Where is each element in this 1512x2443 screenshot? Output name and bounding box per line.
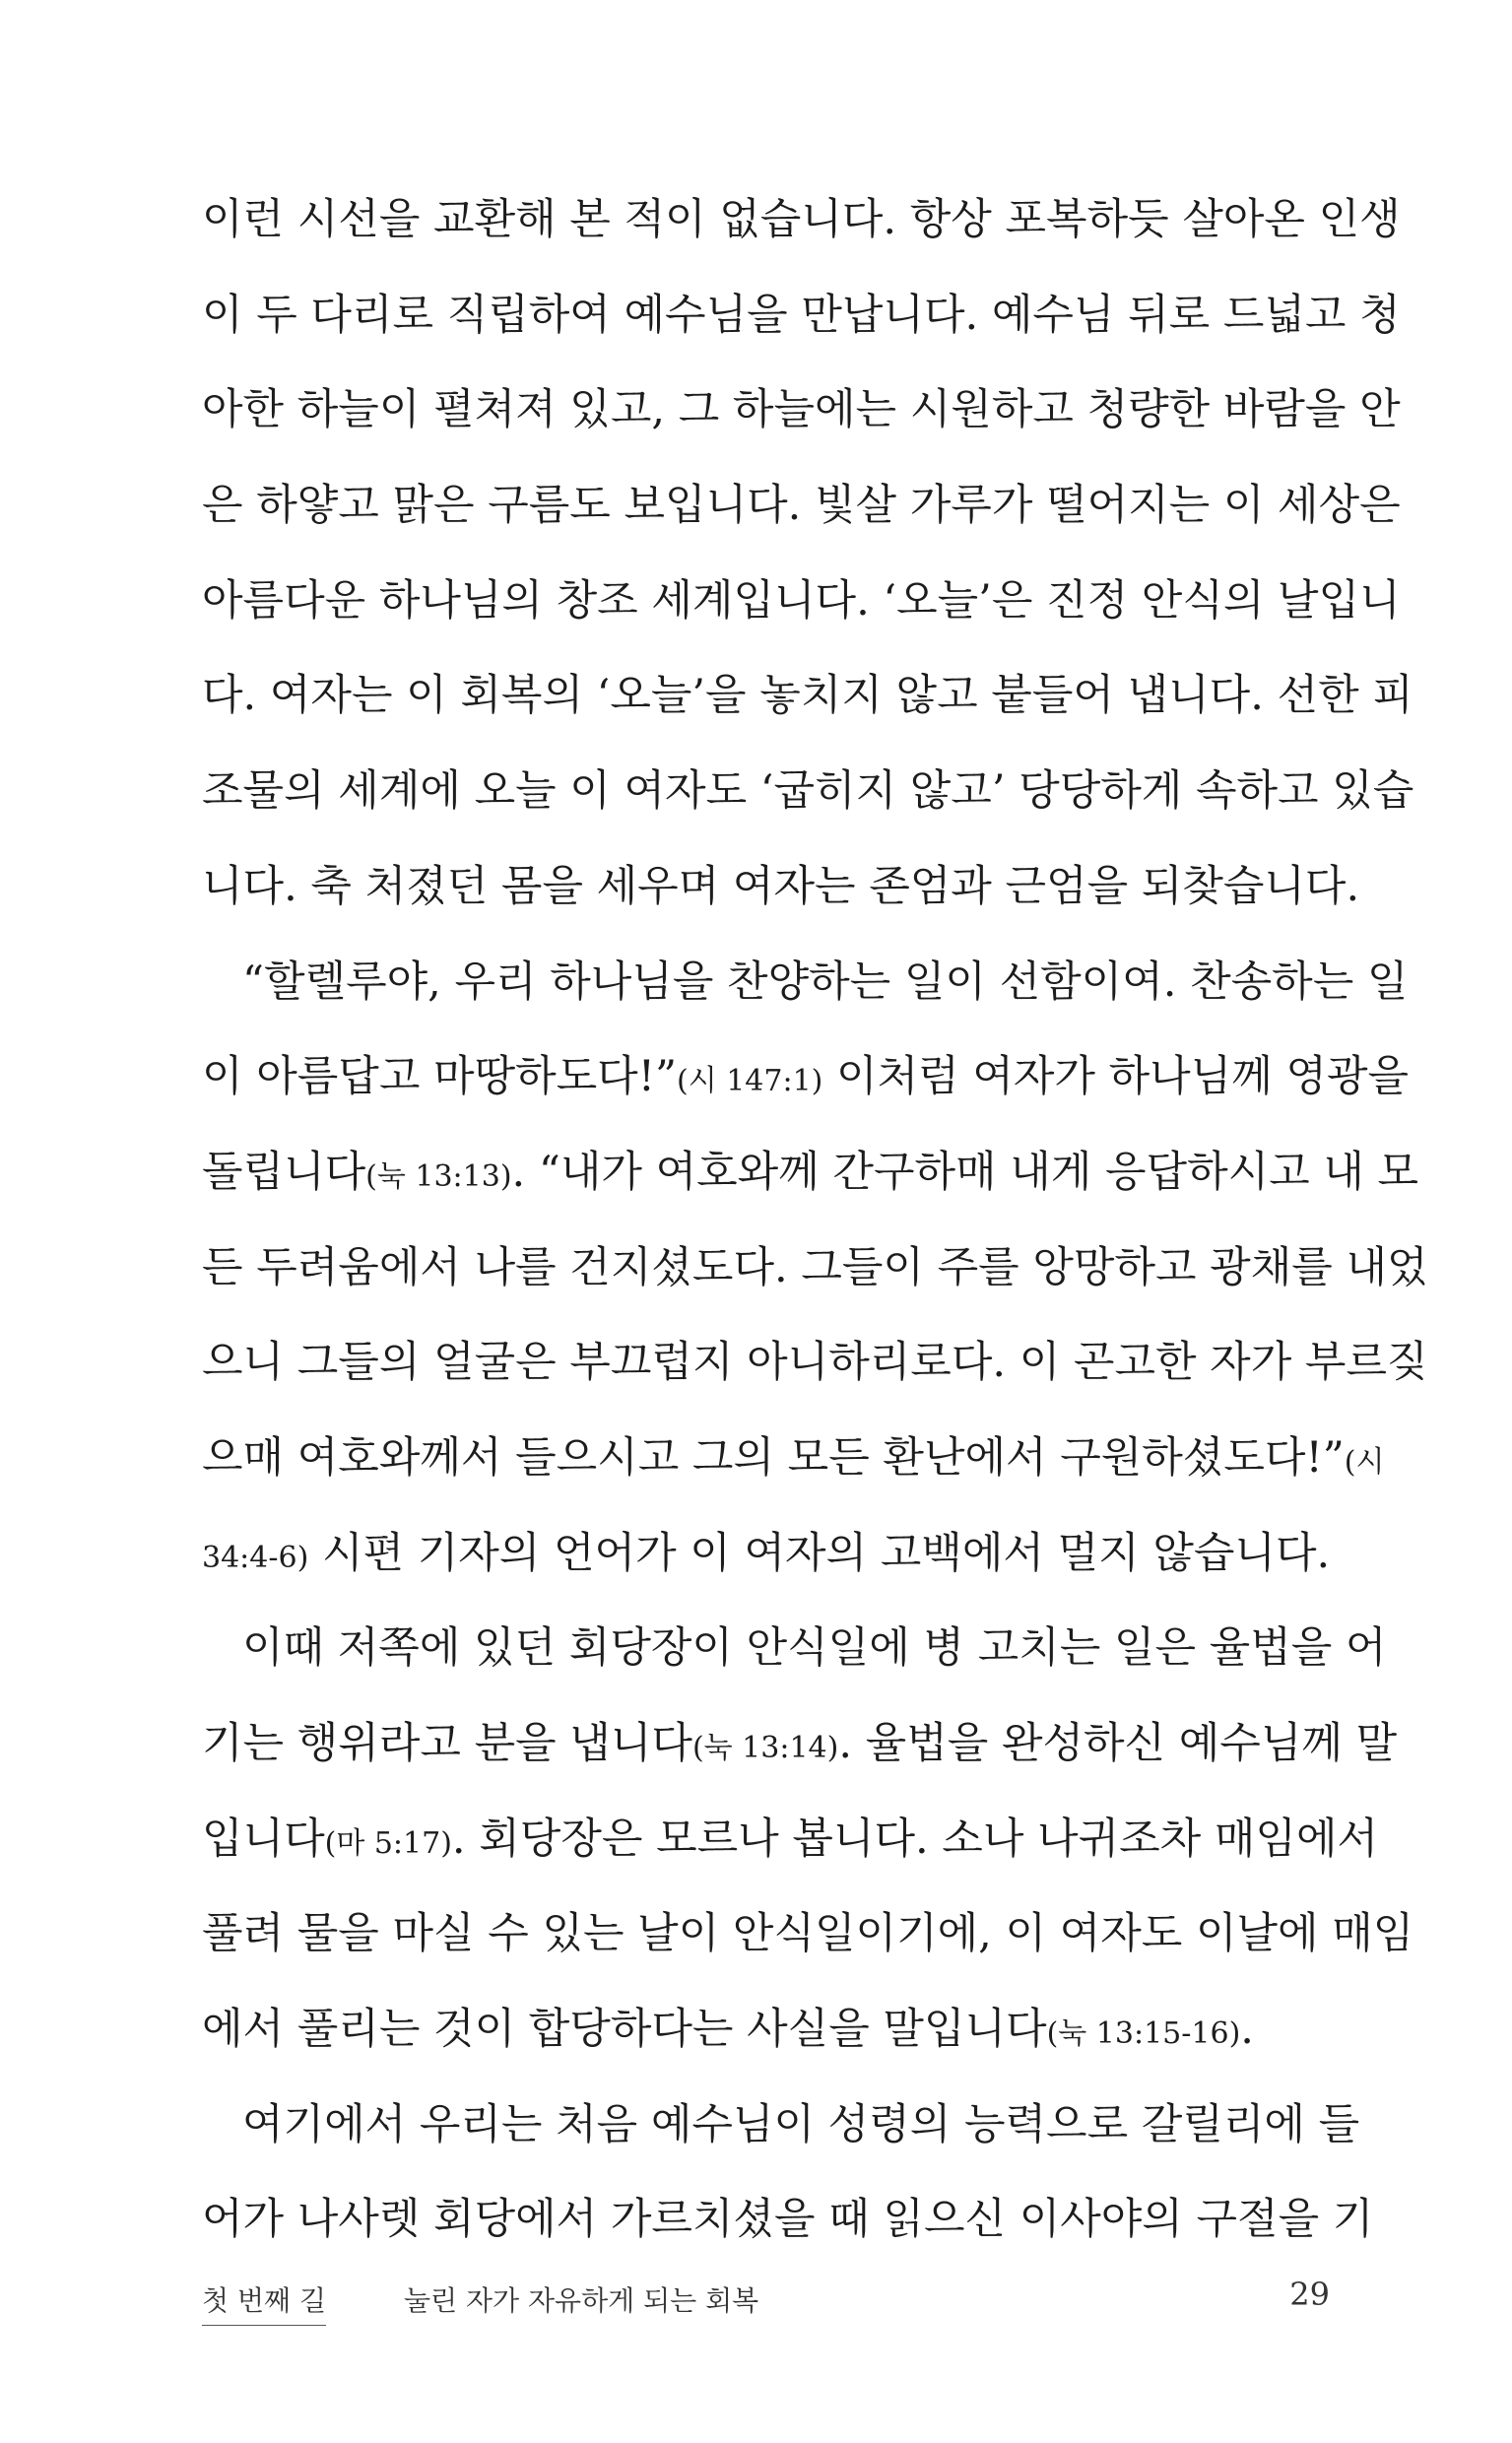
text-segment: . 율법을 완성하신 예수님께 말 [838,1719,1398,1768]
text-segment: 이 아름답고 마땅하도다!” [202,1052,677,1102]
text-segment: 니다. 축 처졌던 몸을 세우며 여자는 존엄과 근엄을 되찾습니다. [202,861,1360,911]
scripture-reference: (눅 13:14) [691,1731,839,1765]
scripture-reference: (시 147:1) [676,1064,823,1099]
text-line [202,566,1401,662]
text-segment: 입니다 [202,1814,325,1864]
text-line [202,471,1401,566]
scripture-reference: (마 5:17) [324,1825,452,1861]
text-segment: . “내가 여호와께 간구하매 내게 응답하시고 내 모 [511,1147,1419,1197]
text-line [202,661,1413,757]
text-segment: 이 두 다리로 직립하여 예수님을 만납니다. 예수님 뒤로 드넓고 청 [202,290,1401,340]
body-text [202,185,1428,2280]
text-segment: 이때 저쪽에 있던 회당장이 안식일에 병 고치는 일은 율법을 어 [202,1623,1387,1674]
text-line [202,757,1414,852]
text-line [202,281,1401,376]
text-segment: 에서 풀리는 것이 합당하다는 사실을 말입니다 [202,2005,1047,2055]
text-line [202,2185,1374,2280]
text-line [202,1328,1428,1423]
text-segment: 여기에서 우리는 처음 예수님이 성령의 능력으로 갈릴리에 들 [202,2099,1360,2149]
text-segment: 시편 기자의 언어가 이 여자의 고백에서 멀지 않습니다. [308,1528,1331,1578]
text-line [202,375,1401,471]
text-segment: . 회당장은 모르나 봅니다. 소나 나귀조차 매임에서 [451,1814,1379,1864]
text-segment: “할렐루야, 우리 하나님을 찬양하는 일이 선함이여. 찬송하는 일 [202,957,1409,1007]
text-segment: 든 두려움에서 나를 건지셨도다. 그들이 주를 앙망하고 광채를 내었 [202,1242,1428,1292]
scripture-reference: (눅 13:15-16) [1046,2016,1241,2052]
text-segment: 다. 여자는 이 회복의 ‘오늘’을 놓치지 않고 붙들어 냅니다. 선한 피 [202,671,1413,721]
text-line [202,852,1360,948]
text-segment: . [1240,2005,1254,2055]
text-line [202,1995,1330,2090]
scripture-reference: (시 [1344,1444,1385,1480]
text-segment: 아한 하늘이 펼쳐져 있고, 그 하늘에는 시원하고 청량한 바람을 안 [202,385,1401,435]
text-line [202,185,1401,281]
text-segment: 풀려 물을 마실 수 있는 날이 안식일이기에, 이 여자도 이날에 매임 [202,1909,1414,1959]
text-line [202,2090,1360,2186]
text-segment: 으매 여호와께서 들으시고 그의 모든 환난에서 구원하셨도다!” [202,1432,1345,1483]
text-line [202,1233,1428,1329]
text-segment: 이런 시선을 교환해 본 적이 없습니다. 항상 포복하듯 살아온 인생 [202,195,1401,244]
chapter-label: 첫 번째 길 [202,2279,326,2326]
text-line [202,1042,1410,1138]
text-line [202,1899,1414,1995]
page-number: 29 [1289,2276,1330,2313]
text-line [202,948,1409,1043]
text-line [202,1614,1387,1709]
text-line [202,1138,1419,1233]
text-segment: 은 하얗고 맑은 구름도 보입니다. 빛살 가루가 떨어지는 이 세상은 [202,481,1401,531]
text-segment: 이처럼 여자가 하나님께 영광을 [822,1052,1410,1102]
text-segment: 아름다운 하나님의 창조 세계입니다. ‘오늘’은 진정 안식의 날입니 [202,575,1401,626]
text-segment: 조물의 세계에 오늘 이 여자도 ‘굽히지 않고’ 당당하게 속하고 있습 [202,766,1414,817]
scripture-reference: (눅 13:13) [365,1158,512,1194]
text-segment: 어가 나사렛 회당에서 가르치셨을 때 읽으신 이사야의 구절을 기 [202,2195,1374,2245]
text-segment: 돌립니다 [202,1147,366,1197]
text-line [202,1423,1385,1519]
text-line [202,1709,1398,1805]
text-line [202,1519,1330,1615]
chapter-title: 눌린 자가 자유하게 되는 회복 [404,2284,759,2317]
scripture-reference: 34:4-6) [202,1540,309,1575]
text-segment: 으니 그들의 얼굴은 부끄럽지 아니하리로다. 이 곤고한 자가 부르짖 [202,1338,1428,1388]
text-segment: 기는 행위라고 분을 냅니다 [202,1719,692,1768]
text-line [202,1805,1379,1900]
running-footer [202,2276,1330,2325]
